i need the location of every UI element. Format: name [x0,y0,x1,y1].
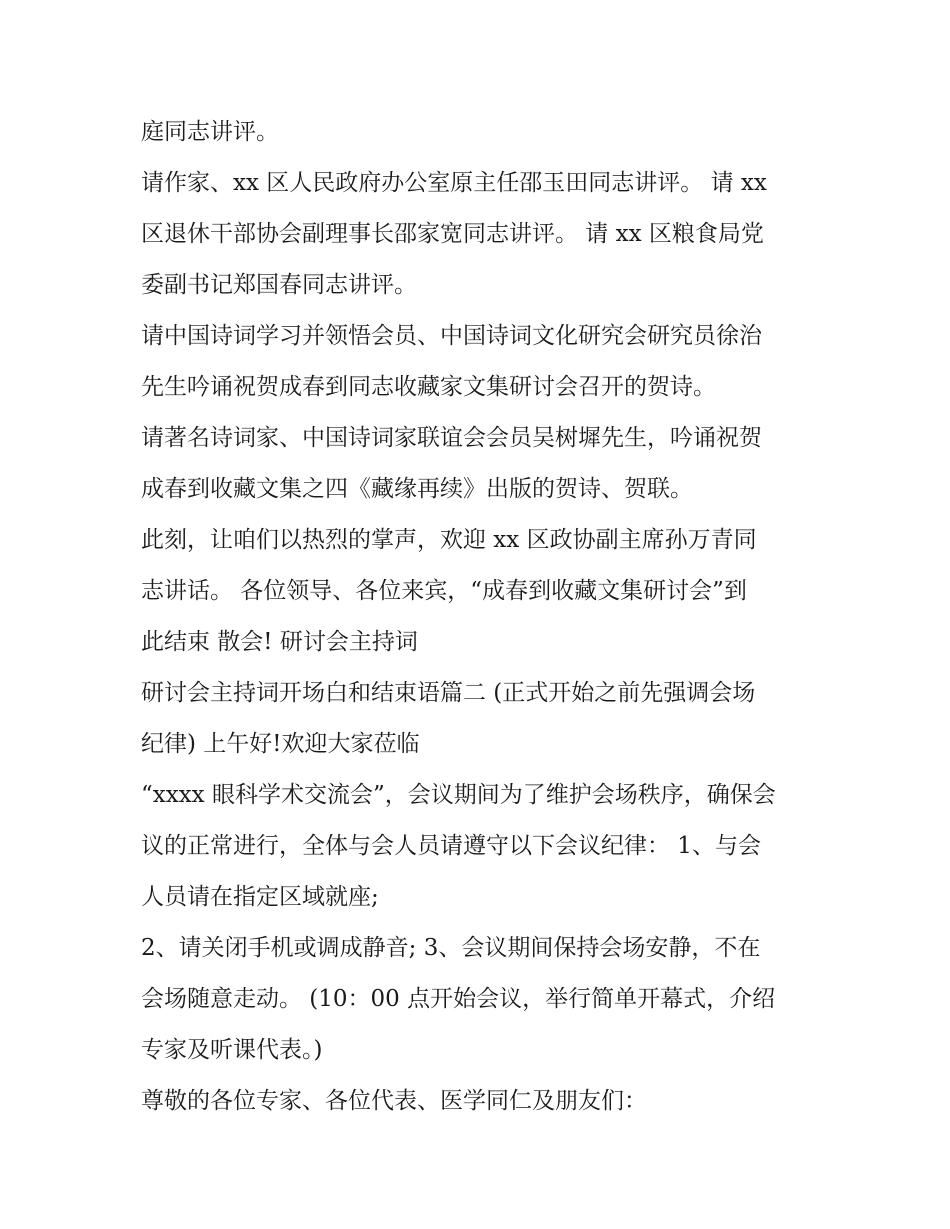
text-line: 成春到收藏文集之四《藏缘再续》出版的贺诗、贺联。 [141,476,693,502]
text-line: 议的正常进行，全体与会人员请遵守以下会议纪律： 1、与会 [141,833,761,859]
body-text [141,107,821,1127]
text-line: 请中国诗词学习并领悟会员、中国诗词文化研究会研究员徐治 [141,323,762,349]
text-line: 人员请在指定区域就座; [141,884,379,910]
text-line: 先生吟诵祝贺成春到同志收藏家文集研讨会召开的贺诗。 [141,374,716,400]
text-line: 请著名诗词家、中国诗词家联谊会会员吴树墀先生，吟诵祝贺 [141,425,762,451]
text-line: 研讨会主持词开场白和结束语篇二 (正式开始之前先强调会场 [141,680,756,706]
text-line: 请作家、xx 区人民政府办公室原主任邵玉田同志讲评。 请 xx [141,170,767,196]
text-line: 志讲话。 各位领导、各位来宾，“成春到收藏文集研讨会”到 [141,578,747,604]
text-line: “xxxx 眼科学术交流会”，会议期间为了维护会场秩序，确保会 [141,782,776,808]
text-line: 庭同志讲评。 [141,119,279,145]
text-line: 区退休干部协会副理事长邵家宽同志讲评。 请 xx 区粮食局党 [141,221,764,247]
text-line: 2、请关闭手机或调成静音; 3、会议期间保持会场安静，不在 [141,935,761,961]
text-line: 委副书记郑国春同志讲评。 [141,272,417,298]
text-line: 尊敬的各位专家、各位代表、医学同仁及朋友们： [141,1088,647,1114]
text-line: 专家及听课代表。) [141,1037,323,1063]
text-line: 纪律) 上午好!欢迎大家莅临 [141,731,420,757]
text-line: 此结束 散会! 研讨会主持词 [141,629,418,655]
text-line: 会场随意走动。 (10：00 点开始会议，举行简单开幕式，介绍 [141,986,776,1012]
text-line: 此刻，让咱们以热烈的掌声，欢迎 xx 区政协副主席孙万青同 [141,527,757,553]
